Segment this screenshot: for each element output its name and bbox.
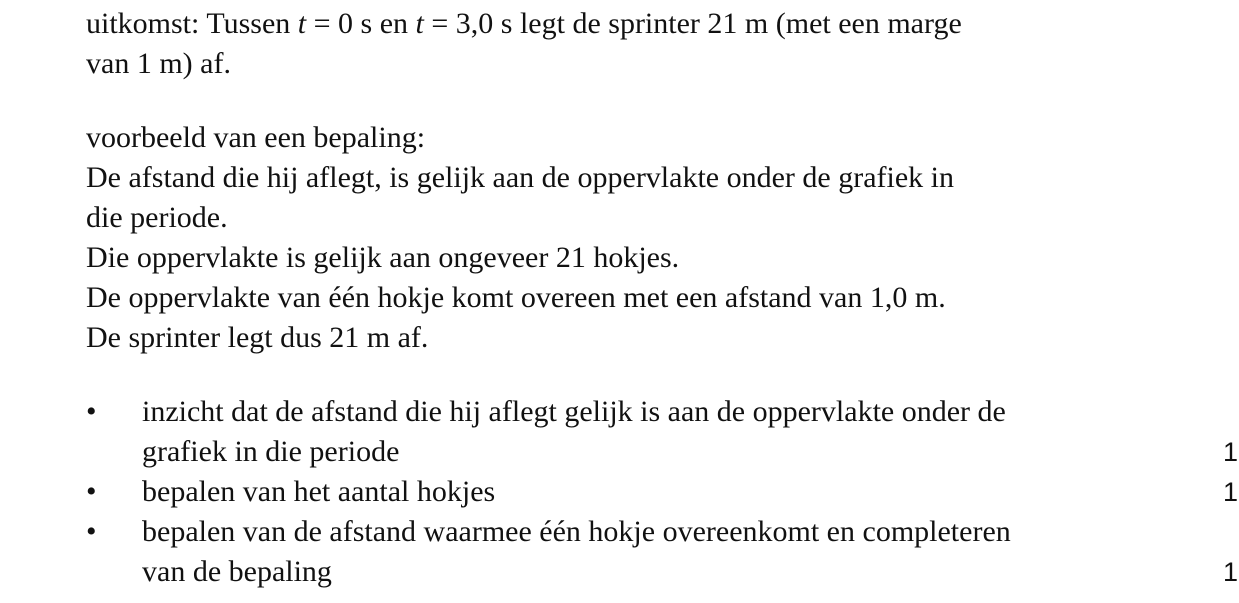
time-variable-1: t xyxy=(297,7,307,40)
answer-key-document xyxy=(86,4,1238,592)
criterion-text: inzicht dat de afstand die hij aflegt gelijk is aan de oppervlakte onder de xyxy=(142,395,1006,428)
criterion-text: bepalen van de afstand waarmee één hokje overeenkomt en completeren xyxy=(142,515,1011,548)
example-line: De sprinter legt dus 21 m af. xyxy=(86,321,429,354)
criterion-score: 1 xyxy=(1222,437,1238,467)
result-label: uitkomst: xyxy=(86,7,200,40)
spacer xyxy=(86,84,1226,118)
bullet-icon: • xyxy=(86,475,97,508)
result-text-a: Tussen xyxy=(206,7,298,40)
criterion-score: 1 xyxy=(1222,557,1238,587)
result-line-1 xyxy=(86,4,1226,44)
criterion-item xyxy=(86,512,1238,592)
result-text-c: = 3,0 s legt de sprinter 21 m (met een marge xyxy=(423,7,962,40)
criterion-text: bepalen van het aantal hokjes xyxy=(142,475,496,508)
criterion-item xyxy=(86,472,1238,512)
example-heading: voorbeeld van een bepaling: xyxy=(86,121,426,154)
criterion-text: grafiek in die periode xyxy=(142,435,400,468)
result-section xyxy=(86,4,1226,84)
spacer xyxy=(86,358,1226,392)
criterion-score: 1 xyxy=(1222,477,1238,507)
time-variable-2: t xyxy=(415,7,424,40)
example-line: die periode. xyxy=(86,201,228,234)
criterion-text: van de bepaling xyxy=(142,555,332,588)
criterion-item xyxy=(86,392,1238,472)
bullet-icon: • xyxy=(86,515,97,548)
example-section xyxy=(86,118,1226,358)
bullet-icon: • xyxy=(86,395,97,428)
result-text-b: = 0 s en xyxy=(306,7,416,40)
scoring-criteria-list xyxy=(86,392,1238,592)
example-line: De oppervlakte van één hokje komt overeen met een afstand van 1,0 m. xyxy=(86,281,946,314)
result-line-2: van 1 m) af. xyxy=(86,47,231,80)
example-line: De afstand die hij aflegt, is gelijk aan de oppervlakte onder de grafiek in xyxy=(86,161,955,194)
example-line: Die oppervlakte is gelijk aan ongeveer 21 hokjes. xyxy=(86,241,680,274)
